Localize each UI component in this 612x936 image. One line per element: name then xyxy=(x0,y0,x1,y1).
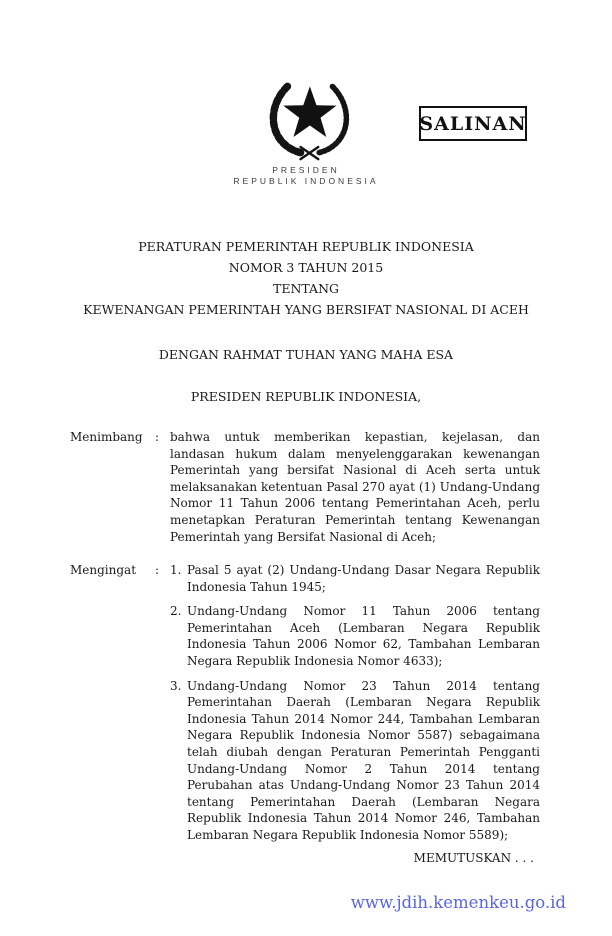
remembering-clause xyxy=(0,562,612,844)
considering-text: bahwa untuk memberikan kepastian, kejelasan, dan landasan hukum dalam menyelenggarakan kewenangan Pemerintah yang bersifat Nasional di Aceh serta untuk melaksanakan ketentuan Pasal 270 ayat (1) Undang-Undang Nomor 11 Tahun 2006 tentang Pemerintahan Aceh, perlu menetapkan Peraturan Pemerintah tentang Kewenangan Pemerintah yang Bersifat Nasional di Aceh; xyxy=(170,430,540,544)
list-item xyxy=(170,603,540,669)
continuation-marker: MEMUTUSKAN . . . xyxy=(413,851,534,865)
title-line-type: PERATURAN PEMERINTAH REPUBLIK INDONESIA xyxy=(138,239,474,254)
list-item xyxy=(170,678,540,844)
letterhead-text xyxy=(216,165,396,187)
item-number: 2. xyxy=(170,604,182,619)
invocation-line: DENGAN RAHMAT TUHAN YANG MAHA ESA xyxy=(158,347,454,362)
letterhead-line1: PRESIDEN xyxy=(272,165,340,175)
wreath-left-branch xyxy=(273,86,300,152)
presidential-star-emblem xyxy=(252,72,364,166)
title-line-subject: KEWENANGAN PEMERINTAH YANG BERSIFAT NASIONAL DI ACEH xyxy=(83,302,529,317)
authority-line: PRESIDEN REPUBLIK INDONESIA, xyxy=(190,389,422,404)
item-text: Undang-Undang Nomor 11 Tahun 2006 tentang Pemerintahan Aceh (Lembaran Negara Republik Indonesia Tahun 2006 Nomor 62, Tambahan Lembaran Negara Republik Indonesia Nomor 4633); xyxy=(187,604,540,668)
legal-basis-list xyxy=(170,562,540,844)
remembering-body xyxy=(170,562,540,844)
jdih-footer-link[interactable]: www.jdih.kemenkeu.go.id xyxy=(350,893,566,912)
title-line-tentang: TENTANG xyxy=(272,281,339,296)
item-number: 1. xyxy=(170,563,182,577)
letterhead-line2: REPUBLIK INDONESIA xyxy=(233,176,379,186)
considering-colon: : xyxy=(155,430,160,444)
regulation-title xyxy=(0,236,612,320)
item-text: Undang-Undang Nomor 23 Tahun 2014 tentang Pemerintahan Daerah (Lembaran Negara Republik Indonesia Tahun 2014 Nomor 244, Tambahan Lembaran Negara Republik Indonesia Nomor 5587) sebagaimana telah diubah dengan Peraturan Pemerintah Pengganti Undang-Undang Nomor 2 Tahun 2014 tentang Perubahan atas Undang-Undang Nomor 23 Tahun 2014 tentang Pemerintahan Daerah (Lembaran Negara Republik Indonesia Tahun 2014 Nomor 246, Tambahan Lembaran Negara Republik Indonesia Nomor 5589); xyxy=(187,678,540,842)
star-icon xyxy=(283,86,336,137)
item-text: Pasal 5 ayat (2) Undang-Undang Dasar Negara Republik Indonesia Tahun 1945; xyxy=(187,563,540,594)
wreath-right-branch xyxy=(319,86,346,152)
item-number: 3. xyxy=(170,678,182,693)
title-line-number: NOMOR 3 TAHUN 2015 xyxy=(228,260,384,275)
list-item xyxy=(170,562,540,595)
remembering-label: Mengingat xyxy=(70,563,137,577)
salinan-stamp xyxy=(419,106,527,141)
considering-label: Menimbang xyxy=(70,430,143,444)
remembering-colon: : xyxy=(155,563,160,577)
salinan-label: SALINAN xyxy=(419,112,527,135)
considering-clause xyxy=(0,429,612,545)
